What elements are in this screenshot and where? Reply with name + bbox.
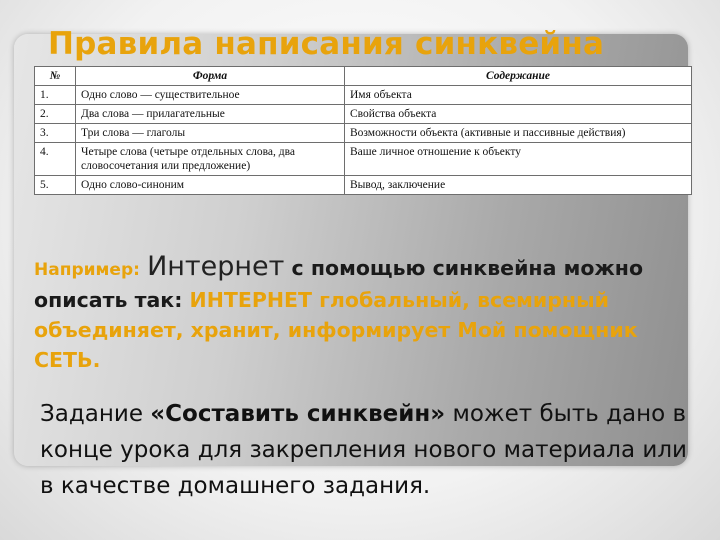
task-suffix: может быть дано в конце урока для закрепления нового материала или в качестве домашнего задания.: [40, 401, 687, 499]
task-paragraph: [40, 396, 700, 504]
row-number: 1.: [35, 86, 76, 105]
row-form: Четыре слова (четыре отдельных слова, два словосочетания или предложение): [76, 143, 345, 176]
example-label: Например:: [34, 260, 140, 280]
row-number: 3.: [35, 124, 76, 143]
row-number: 5.: [35, 176, 76, 195]
example-word: Интернет: [147, 251, 285, 282]
row-form: Одно слово — существительное: [76, 86, 345, 105]
table-header-row: [35, 67, 692, 86]
rules-table: [34, 66, 692, 195]
row-content: Вывод, заключение: [345, 176, 692, 195]
example-text: с помощью синквейна можно описать так:: [34, 256, 644, 312]
slide-title: Правила написания синквейна: [48, 26, 605, 62]
row-content: Возможности объекта (активные и пассивные действия): [345, 124, 692, 143]
task-prefix: Задание: [40, 401, 143, 427]
row-form: Два слова — прилагательные: [76, 105, 345, 124]
table-row: [35, 124, 692, 143]
row-content: Ваше личное отношение к объекту: [345, 143, 692, 176]
table-row: [35, 176, 692, 195]
row-number: 2.: [35, 105, 76, 124]
row-form: Три слова — глаголы: [76, 124, 345, 143]
table-row: [35, 86, 692, 105]
example-paragraph: [34, 252, 694, 375]
header-content: Содержание: [345, 67, 692, 86]
row-number: 4.: [35, 143, 76, 176]
table-row: [35, 143, 692, 176]
row-content: Имя объекта: [345, 86, 692, 105]
header-number: №: [35, 67, 76, 86]
row-form: Одно слово-синоним: [76, 176, 345, 195]
task-name: «Составить синквейн»: [150, 401, 446, 427]
row-content: Свойства объекта: [345, 105, 692, 124]
table-row: [35, 105, 692, 124]
header-form: Форма: [76, 67, 345, 86]
example-synquain: ИНТЕРНЕТ глобальный, всемирный объединяет, хранит, информирует Мой помощник СЕТЬ.: [34, 288, 638, 372]
